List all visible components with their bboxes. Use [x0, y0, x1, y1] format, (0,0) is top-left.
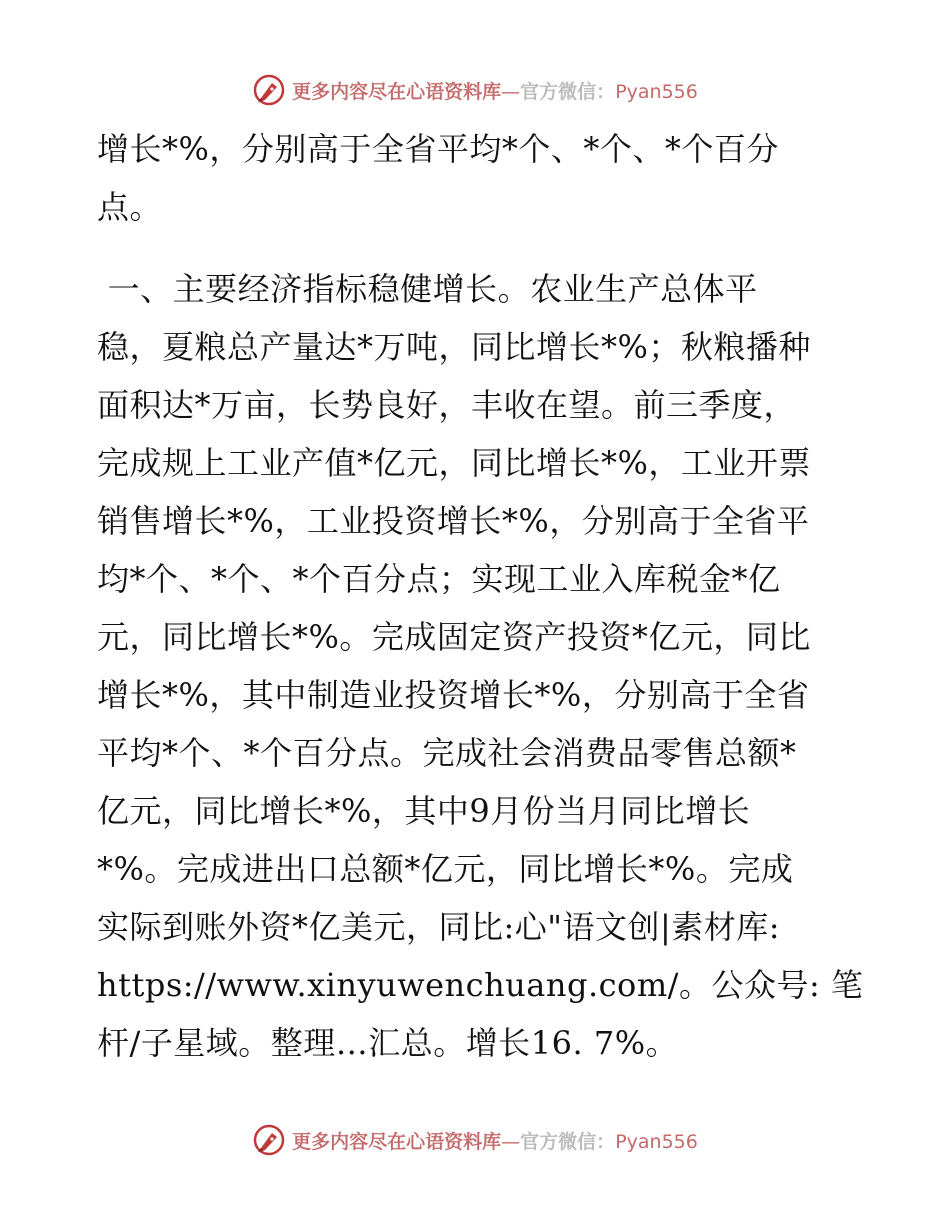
text-line: 均*个、*个、*个百分点；实现工业入库税金*亿 — [97, 560, 781, 598]
document-body — [97, 120, 864, 1072]
pen-nib-logo-icon — [252, 73, 286, 107]
text-line: 点。 — [97, 188, 163, 226]
text-line: 完成规上工业产值*亿元，同比增长*%，工业开票 — [97, 444, 811, 482]
text-line: 亿元，同比增长*%，其中9月份当月同比增长 — [97, 792, 751, 830]
text-line: 稳，夏粮总产量达*万吨，同比增长*%；秋粮播种 — [97, 328, 811, 366]
paragraph-1 — [97, 120, 853, 236]
text-line: 实际到账外资*亿美元，同比:心"语文创|素材库: — [97, 908, 781, 946]
text-line: 杆/子星域。整理…汇总。增长16. 7%。 — [97, 1024, 679, 1062]
watermark-main-text: 更多内容尽在心语资料库 — [292, 1130, 502, 1153]
text-line: 一、主要经济指标稳健增长。农业生产总体平 — [97, 270, 758, 308]
watermark-label: 官方微信： — [520, 1130, 616, 1153]
watermark-wechat-id: Pyan556 — [615, 1130, 698, 1153]
watermark-text — [292, 77, 698, 104]
pen-nib-logo-icon — [252, 1123, 286, 1157]
text-line: 销售增长*%，工业投资增长*%，分别高于全省平 — [97, 502, 810, 540]
header-watermark-banner — [0, 70, 950, 110]
text-line: 增长*%，分别高于全省平均*个、*个、*个百分 — [97, 130, 779, 168]
text-line: 元，同比增长*%。完成固定资产投资*亿元，同比 — [97, 618, 811, 656]
text-line: 平均*个、*个百分点。完成社会消费品零售总额* — [97, 734, 797, 772]
footer-watermark-banner — [0, 1120, 950, 1160]
text-line: *%。完成进出口总额*亿元，同比增长*%。完成 — [97, 850, 794, 888]
watermark-separator: — — [501, 80, 521, 103]
watermark-label: 官方微信： — [520, 80, 616, 103]
watermark-separator: — — [501, 1130, 521, 1153]
paragraph-2 — [97, 260, 864, 1072]
text-line: 增长*%，其中制造业投资增长*%，分别高于全省 — [97, 676, 810, 714]
watermark-text — [292, 1127, 698, 1154]
watermark-wechat-id: Pyan556 — [615, 80, 698, 103]
text-line: https://www.xinyuwenchuang.com/。公众号: 笔 — [97, 966, 864, 1004]
watermark-main-text: 更多内容尽在心语资料库 — [292, 80, 502, 103]
text-line: 面积达*万亩，长势良好，丰收在望。前三季度， — [97, 386, 797, 424]
